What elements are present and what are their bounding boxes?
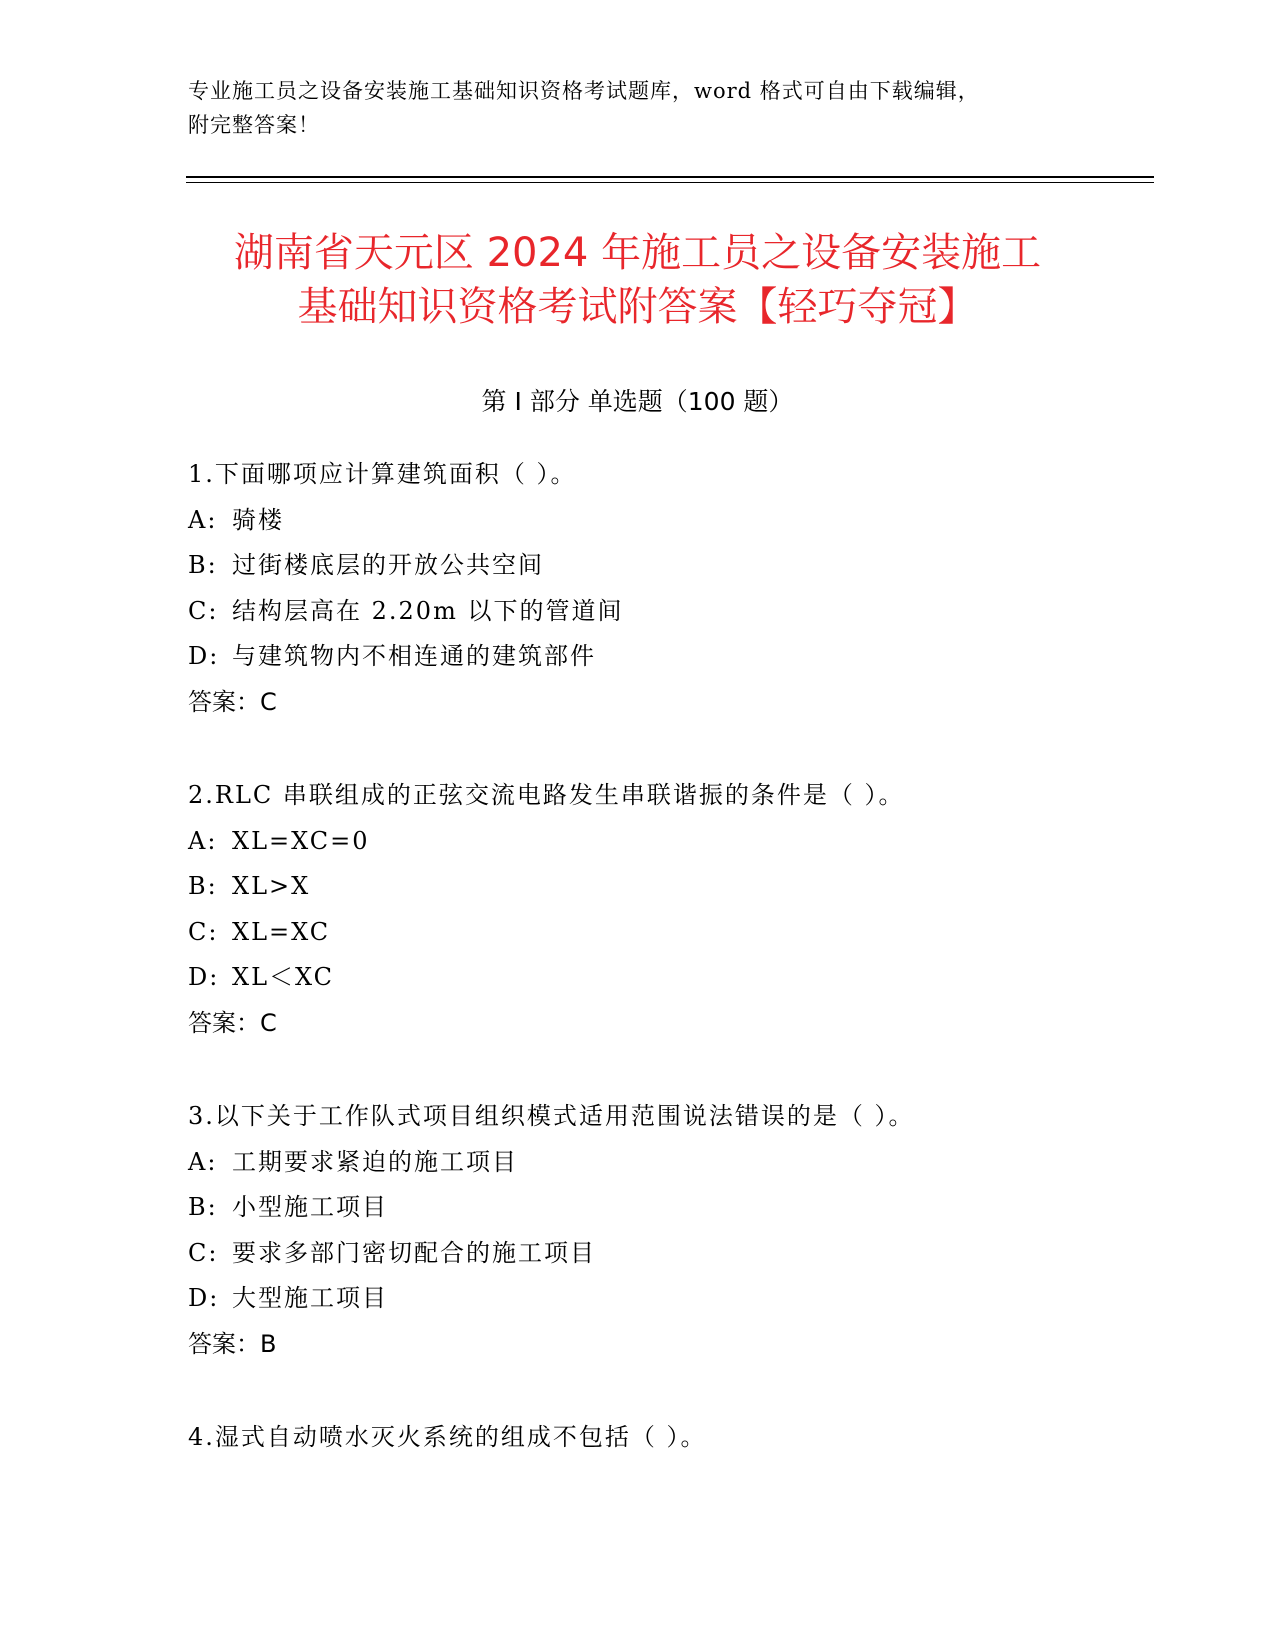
header-note-line-1: 专业施工员之设备安装施工基础知识资格考试题库，word 格式可自由下载编辑， [188,79,980,103]
question-stem: 2.RLC 串联组成的正弦交流电路发生串联谐振的条件是（ ）。 [188,781,905,809]
section-title: 第 I 部分 单选题（100 题） [481,387,794,416]
option-key: A: [188,1147,218,1176]
option-text: XL=XC [232,917,331,946]
option-a [188,1140,1148,1186]
header-note [188,74,1088,142]
question-stem: 3.以下关于工作队式项目组织模式适用范围说法错误的是（ ）。 [188,1102,915,1130]
answer-label: 答案：C [188,687,277,716]
answer-label: 答案：B [188,1329,277,1358]
option-text: 要求多部门密切配合的施工项目 [232,1238,596,1267]
option-key: B: [188,872,218,900]
option-b [188,1185,1148,1231]
option-d [188,1276,1148,1322]
option-key: C: [188,596,219,625]
option-text: XL＜XC [232,963,335,991]
header-divider-thin [186,182,1154,183]
option-d [188,955,1148,1001]
question-3 [188,1094,1148,1367]
option-text: 工期要求紧迫的施工项目 [232,1147,518,1176]
header-divider-thick [186,176,1154,178]
option-key: D: [188,1284,220,1312]
option-text: 骑楼 [232,505,284,534]
option-key: D: [188,963,220,991]
question-stem: 1.下面哪项应计算建筑面积（ ）。 [188,460,577,488]
option-key: B: [188,551,218,579]
option-text: XL>X [232,872,311,900]
option-text: 结构层高在 2.20m 以下的管道间 [232,596,624,625]
option-c [188,589,1148,635]
option-c [188,1231,1148,1277]
answer-label: 答案：C [188,1008,277,1037]
option-d [188,634,1148,680]
option-key: C: [188,1238,219,1267]
option-c [188,910,1148,956]
option-text: 过街楼底层的开放公共空间 [232,551,544,579]
option-text: 小型施工项目 [232,1193,388,1221]
option-key: A: [188,826,218,855]
option-a [188,498,1148,544]
question-4 [188,1415,1148,1461]
question-2 [188,773,1148,1046]
option-key: B: [188,1193,218,1221]
option-text: 大型施工项目 [232,1284,388,1312]
question-1 [188,452,1148,725]
document-title-line-2: 基础知识资格考试附答案【轻巧夺冠】 [297,284,978,330]
option-a [188,819,1148,865]
option-text: XL=XC=0 [232,826,370,855]
option-b [188,864,1148,910]
option-key: D: [188,642,220,670]
option-key: C: [188,917,219,946]
document-title [150,226,1125,334]
question-stem: 4.湿式自动喷水灭火系统的组成不包括（ ）。 [188,1423,707,1451]
option-key: A: [188,505,218,534]
header-note-line-2: 附完整答案！ [188,113,320,137]
document-title-line-1: 湖南省天元区 2024 年施工员之设备安装施工 [233,230,1042,276]
option-b [188,543,1148,589]
option-text: 与建筑物内不相连通的建筑部件 [232,642,596,670]
